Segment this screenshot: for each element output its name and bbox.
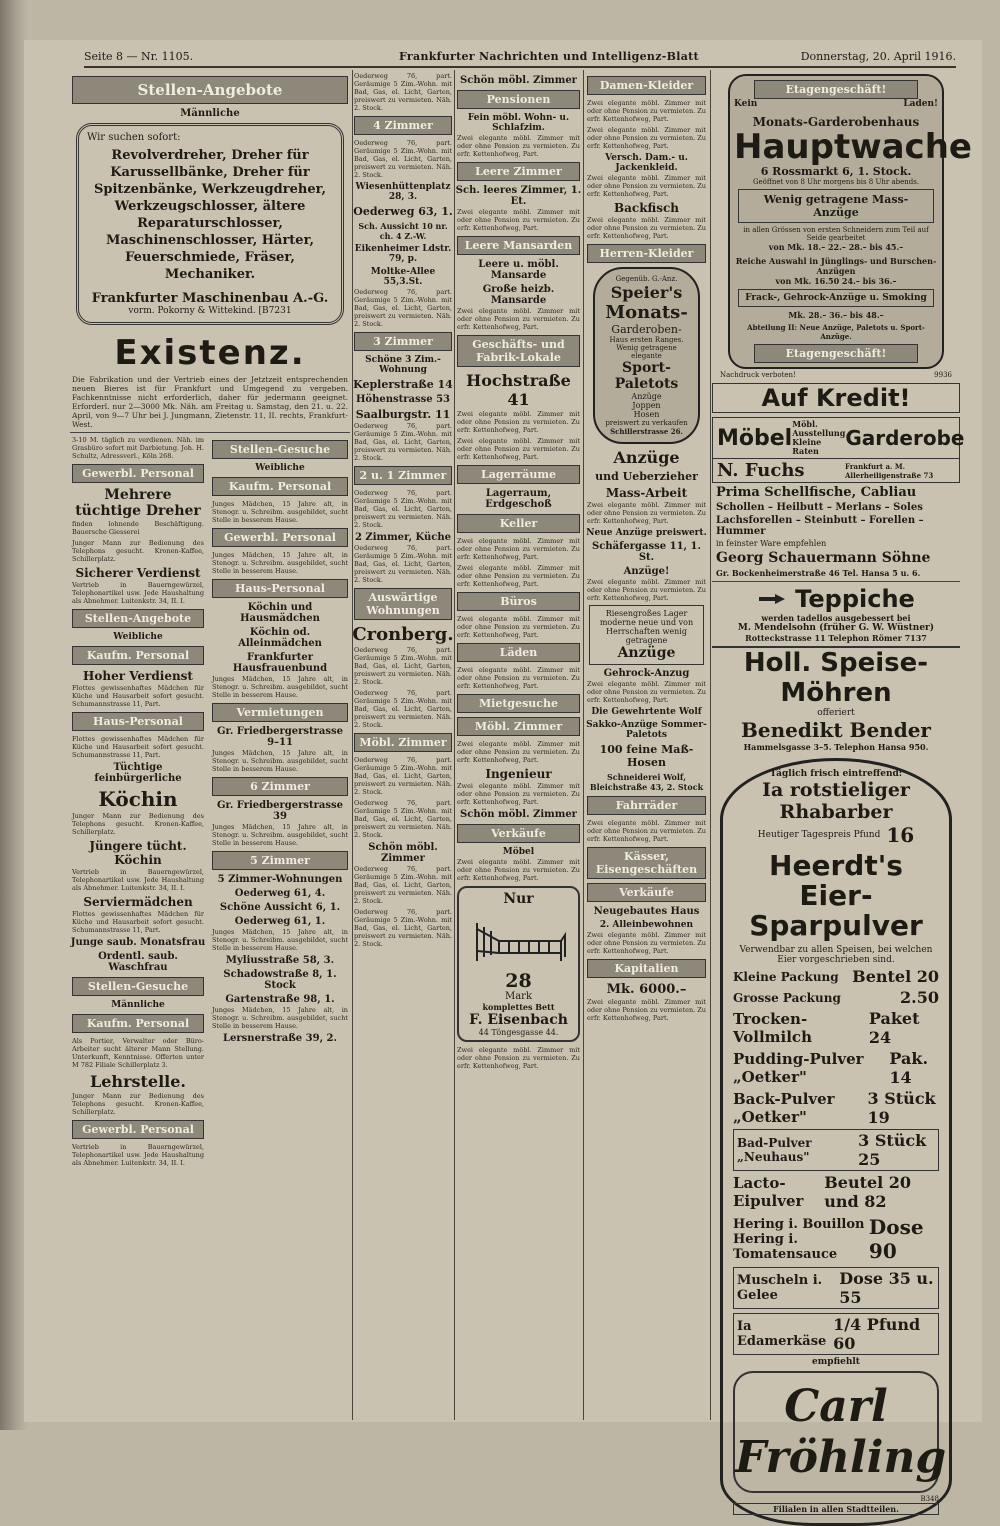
froehling-logo: Carl Fröhling — [733, 1371, 939, 1493]
small-ad: Zwei elegante möbl. Zimmer mit oder ohne Pension zu vermieten. Zu erfr. Kettenhofweg, Part. — [457, 615, 580, 639]
ad-versch: Versch. Dam.- u. Jackenkleid. — [605, 153, 688, 173]
small-ad: Junger Mann zur Bedienung des Telephons gesucht. Kronen-Kaffee, Schillerplatz. — [72, 812, 204, 836]
small-ad: Zwei elegante möbl. Zimmer mit oder ohne Pension zu vermieten. Zu erfr. Kettenhofweg, Part. — [457, 134, 580, 158]
ad-neue: Neue Anzüge preiswert. — [586, 528, 707, 538]
column-1 — [70, 72, 350, 1422]
filialen: Filialen in allen Stadtteilen. — [733, 1503, 939, 1515]
small-ad: Zwei elegante möbl. Zimmer mit oder ohne Pension zu vermieten. Zu erfr. Kettenhofweg, Part. — [457, 858, 580, 882]
small-ad: Flottes gewissenhaftes Mädchen für Küche und Hausarbeit sofort gesucht. Schumannstrasse 11, Part. — [72, 684, 204, 708]
item-name: Trocken-Vollmilch — [733, 1010, 812, 1046]
item-price: 1/4 Pfund 60 — [833, 1315, 921, 1353]
section-heading: Mietgesuche — [457, 694, 580, 713]
hw-preis: von Mk. 18.– 22.– 28.– bis 45.– — [768, 242, 904, 252]
speier-anzuege: Anzüge — [631, 392, 662, 401]
item-price: 2.50 — [900, 988, 939, 1007]
ad-monats: Junge saub. Monatsfrau — [70, 937, 206, 948]
ad-schoene: Schöne Aussicht 6, 1. — [219, 902, 341, 913]
ad-hoher: Hoher Verdienst — [83, 669, 193, 683]
ad-servier: Serviermädchen — [83, 895, 193, 909]
ad-zk: 2 Zimmer, Küche — [354, 532, 452, 543]
section-heading: Büros — [457, 592, 580, 611]
section-heading: Verkäufe — [587, 883, 706, 902]
bed-desc: komplettes Bett — [482, 1002, 555, 1012]
hw-open: Geöffnet von 8 Uhr morgens bis 8 Uhr abends. — [752, 178, 920, 186]
ref-no: 9936 — [934, 371, 952, 379]
ad-verdienst: Sicherer Verdienst — [75, 566, 201, 580]
price-row — [733, 1173, 939, 1211]
bender-name: Benedikt Bender — [741, 718, 931, 742]
ad-allein: 2. Alleinbewohnen — [599, 920, 694, 930]
hering-block — [733, 1215, 939, 1263]
tagespreis-row — [733, 823, 939, 847]
section-heading: Kaufm. Personal — [72, 646, 204, 665]
speier-addr: Schillerstrasse 26. — [610, 427, 683, 436]
item-name: Grosse Packung — [733, 990, 841, 1005]
existenz-heading: Existenz. — [114, 333, 306, 373]
section-heading: Vermietungen — [212, 703, 348, 722]
small-ad: Oederweg 76, part. Geräumige 5 Zim.-Wohn. mit Bad, Gas, el. Licht, Garten, preiswert zu vermieten. Näh. 2. Stock. — [354, 544, 452, 584]
hauptwache-ad — [728, 74, 972, 369]
speier-haus: Haus ersten Ranges. — [609, 336, 684, 344]
small-ad: Vertrieb in Bauerngewürzel, Telephonartikel usw. Jede Haushaltung als Abnehmer. Luitenkstr. 34, II. I. — [72, 581, 204, 605]
ad-gehrock: Gehrock-Anzug — [603, 668, 690, 679]
ad-koechin: Köchin — [98, 787, 178, 811]
ad-moltke: Moltke-Allee 55,3.St. — [370, 267, 436, 287]
ad-schoene3: Schöne 3 Zim.-Wohnung — [365, 355, 441, 375]
teppiche-heading: Teppiche — [795, 585, 915, 613]
price-row — [733, 1049, 939, 1087]
ad-lehrstelle: Lehrstelle. — [90, 1072, 186, 1091]
hw-preis2: von Mk. 16.50 24.– bis 36.– — [775, 276, 897, 286]
ad-schaefer: Schäfergasse 11, 1. St. — [592, 541, 701, 563]
item-name: Muscheln i. Gelee — [737, 1273, 823, 1303]
column-rule — [583, 70, 584, 1420]
section-heading: Damen-Kleider — [587, 76, 706, 95]
section-heading: Keller — [457, 514, 580, 533]
column-4 — [585, 72, 708, 1422]
small-ad: Junger Mann zur Bedienung des Telephons gesucht. Kronen-Kaffee, Schillerplatz. — [72, 1092, 204, 1116]
small-ad: Flottes gewissenhaftes Mädchen für Küche und Hausarbeit sofort gesucht. Schumannstrasse 11, Part. — [72, 910, 204, 934]
price-row — [733, 1267, 939, 1309]
ad-wasch: Ordentl. saub. Waschfrau — [98, 951, 178, 973]
ad-moebl: Schön möbl. Zimmer — [460, 75, 577, 86]
subheading: Weibliche — [255, 463, 305, 473]
small-ad: Oederweg 76, part. Geräumige 5 Zim.-Wohn. mit Bad, Gas, el. Licht, Garten, preiswert zu vermieten. Näh. 2. Stock. — [354, 139, 452, 179]
section-heading: Möbl. Zimmer — [457, 717, 580, 736]
small-ad: Zwei elegante möbl. Zimmer mit oder ohne Pension zu vermieten. Zu erfr. Kettenhofweg, Part. — [587, 501, 706, 525]
speier-paletots: Paletots — [614, 376, 679, 392]
speier-joppen: Joppen — [632, 401, 661, 410]
bed-vendor: F. Eisenbach — [469, 1012, 568, 1028]
ad-lersner: Lersnerstraße 39, 2. — [223, 1033, 337, 1044]
ad-schoen-moebl: Schön möbl. Zimmer — [368, 842, 438, 864]
two-col-wrap — [70, 436, 350, 1170]
item-price: Dose 90 — [868, 1215, 924, 1263]
ad-fried2: Gr. Friedbergerstrasse 39 — [216, 800, 344, 822]
small-ad: Oederweg 76, part. Geräumige 5 Zim.-Wohn. mit Bad, Gas, el. Licht, Garten, preiswert zu vermieten. Näh. 2. Stock. — [354, 646, 452, 686]
bed-illustration-icon — [469, 911, 569, 967]
ad-hoehen: Höhenstrasse 53 — [355, 394, 451, 405]
ad-mass: Mass-Arbeit — [605, 486, 688, 500]
column-rule — [710, 70, 711, 1420]
moehren-offeriert: offeriert — [817, 708, 855, 718]
small-ad: Oederweg 76, part. Geräumige 5 Zim.-Wohn. mit Bad, Gas, el. Licht, Garten, preiswert zu vermieten. Näh. 2. Stock. — [354, 756, 452, 796]
speier-monats: Monats- — [605, 302, 688, 323]
hw-title: Monats-Garderobenhaus — [752, 115, 920, 129]
fuchs-name: N. Fuchs — [717, 460, 805, 481]
speier-sport: Sport- — [622, 360, 671, 376]
price-row — [733, 1089, 939, 1127]
ad-intro: Wir suchen sofort: — [87, 132, 181, 143]
speier-ad — [593, 267, 700, 444]
speier-garderoben: Garderoben- — [611, 323, 682, 336]
tep-sub: werden tadellos ausgebessert bei — [761, 613, 911, 623]
speier-name: Speier's — [610, 283, 683, 302]
item-name: Ia Edamerkäse — [737, 1319, 827, 1349]
section-heading: Kässer, Eisengeschäften — [587, 847, 706, 879]
tagespreis-label: Heutiger Tagespreis Pfund — [757, 830, 881, 840]
hw-addr: 6 Rossmarkt 6, 1. Stock. — [760, 165, 912, 178]
speier-preiswert: preiswert zu verkaufen — [605, 419, 688, 427]
page-date: Donnerstag, 20. April 1916. — [800, 50, 956, 63]
section-heading: Gewerbl. Personal — [72, 1120, 204, 1139]
page-number: Seite 8 — Nr. 1105. — [84, 50, 194, 63]
subheading: Männliche — [180, 108, 240, 119]
page-header — [84, 50, 956, 68]
small-ad: Oederweg 76, part. Geräumige 5 Zim.-Wohn. mit Bad, Gas, el. Licht, Garten, preiswert zu vermieten. Näh. 2. Stock. — [354, 799, 452, 839]
section-heading: Herren-Kleider — [587, 244, 706, 263]
price-row — [733, 1129, 939, 1171]
small-ad: Zwei elegante möbl. Zimmer mit oder ohne Pension zu vermieten. Zu erfr. Kettenhofweg, Part. — [587, 126, 706, 150]
empfiehlt: empfiehlt — [812, 1357, 860, 1367]
moehren-heading: Holl. Speise-Möhren — [712, 646, 960, 708]
tep-mendel: M. Mendelsohn (früher G. W. Wüstner) — [737, 623, 935, 633]
taeglich: Täglich frisch eintreffend: — [769, 769, 903, 779]
ad-kinder: Anzüge! — [623, 566, 670, 577]
hw-preis3: Mk. 28.– 36.– bis 48.– — [788, 310, 884, 320]
small-ad: Als Portier, Verwalter oder Büro-Arbeiter sucht älterer Mann Stellung. Unterkunft, Kenntnisse. Offerten unter M 782 Filiale Schillerplatz 3. — [72, 1037, 204, 1069]
section-heading: Verkäufe — [457, 824, 580, 843]
ad-frame-maschinenbau — [76, 123, 344, 325]
ad-grosse: Große heizb. Mansarde — [482, 284, 555, 306]
item-price: 3 Stück 25 — [858, 1131, 927, 1169]
ad-cronberg: Cronberg. — [352, 624, 454, 645]
price-row — [733, 967, 939, 986]
ad-fried: Gr. Friedbergerstrasse 9–11 — [216, 726, 344, 748]
ad-schoen2: Schön möbl. Zimmer — [460, 809, 577, 820]
existenz-text: Die Fabrikation und der Vertrieb eines der Jetztzeit entsprechenden neuen Bieres ist für Frankfurt und Umgegend zu vergeben. Fachkenntnisse nicht erforderlich, daher für jedermann geeignet. Erforderl. nur 2—3000 Mk. Näh. am Freitag u. Samstag, den 21. u. 22. April, von 9—7 Uhr bei J. Jungmann, Zietenstr. 11, II. rechts, Frankfurt-West. — [72, 375, 348, 429]
kein-laden — [734, 99, 938, 109]
heerdts: Heerdt's Eier-Sparpulver — [749, 849, 923, 942]
ad-5zimmer: 5 Zimmer-Wohnungen — [217, 874, 343, 885]
ad-feine: 100 feine Maß-Hosen — [599, 743, 694, 769]
subheading: Möbel — [502, 847, 535, 857]
divider — [70, 432, 350, 433]
hw-mass: Wenig getragene Mass-Anzüge — [738, 189, 934, 223]
speier-hosen: Hosen — [633, 410, 660, 419]
ad-allein: Köchin od. Alleinmädchen — [238, 627, 322, 649]
ad-myli: Myliusstraße 58, 3. — [225, 955, 335, 966]
section-heading: Leere Mansarden — [457, 236, 580, 255]
riesen-text: Riesengroßes Lager moderne neue und von Herrschaften wenig getragene — [599, 609, 694, 645]
ad-oeder63: Oederweg 63, 1. — [353, 205, 453, 218]
small-ad: Oederweg 76, part. Geräumige 5 Zim.-Wohn. mit Bad, Gas, el. Licht, Garten, preiswert zu vermieten. Näh. 2. Stock. — [354, 908, 452, 948]
hw-groessen: in allen Grössen von ersten Schneidern zum Teil auf Seide gearbeitet — [743, 226, 929, 242]
pointing-hand-icon — [757, 592, 787, 606]
small-ad: Zwei elegante möbl. Zimmer mit oder ohne Pension zu vermieten. Zu erfr. Kettenhofweg, Part. — [587, 998, 706, 1022]
tep-addr: Rotteckstrasse 11 Telephon Römer 7137 — [745, 633, 927, 643]
price-row — [733, 1009, 939, 1047]
section-heading: Auswärtige Wohnungen — [354, 588, 452, 620]
column-5 — [712, 72, 972, 1514]
small-ad: Vertrieb in Bauerngewürzel, Telephonartikel usw. Jede Haushaltung als Abnehmer. Luitenkstr. 34, II. I. — [72, 1143, 204, 1167]
etagen-banner: Etagengeschäft! — [754, 80, 918, 99]
ad-schaus: Sch. Aussicht 10 nr. ch. 4 Z.-W. — [358, 221, 448, 241]
item-price: Paket 24 — [868, 1009, 920, 1047]
small-ad: Zwei elegante möbl. Zimmer mit oder ohne Pension zu vermieten. Zu erfr. Kettenhofweg, Part. — [457, 208, 580, 232]
section-heading: Stellen-Gesuche — [212, 440, 348, 459]
divider — [712, 581, 960, 582]
ad-dreher-sub: finden lohnende Beschäftigung. Bauersche Giesserei — [72, 520, 204, 536]
ref-no: B348 — [920, 1495, 939, 1503]
ad-garten: Gartenstraße 98, 1. — [225, 994, 335, 1005]
item-price: Pak. 14 — [889, 1049, 929, 1087]
small-ad: Junges Mädchen, 15 Jahre alt, in Stenogr. u. Schreibm. ausgebildet, sucht Stelle in besserem Hause. — [212, 749, 348, 773]
subheading: Männliche — [111, 1000, 165, 1010]
fuchs-footer — [712, 459, 960, 483]
section-heading: Gewerbl. Personal — [72, 464, 204, 483]
fuchs-moebel: Möbel — [717, 425, 793, 451]
laden-label: Laden! — [903, 99, 938, 109]
section-heading: Läden — [457, 643, 580, 662]
bed-ad-nur: Nur — [503, 891, 534, 907]
newspaper-title: Frankfurter Nachrichten und Intelligenz-Blatt — [399, 50, 699, 63]
item-name: Hering i. Tomatensauce — [733, 1231, 838, 1262]
fuchs-mid: Möbl. Ausstellung Kleine Raten — [792, 419, 846, 456]
item-name: Hering i. Bouillon — [733, 1216, 865, 1232]
small-ad: Zwei elegante möbl. Zimmer mit oder ohne Pension zu vermieten. Zu erfr. Kettenhofweg, Part. — [587, 578, 706, 602]
item-price: Bentel 20 — [852, 967, 939, 986]
etagen-banner: Etagengeschäft! — [754, 344, 918, 363]
section-heading: Kapitalien — [587, 959, 706, 978]
rhabarber: Ia rotstieliger Rhabarber — [762, 779, 910, 823]
small-ad: Junges Mädchen, 15 Jahre alt, in Stenogr. u. Schreibm. ausgebildet, sucht Stelle in besserem Hause. — [212, 1006, 348, 1030]
section-heading: Geschäfts- und Fabrik-Lokale — [457, 335, 580, 367]
small-ad: Oederweg 76, part. Geräumige 5 Zim.-Wohn. mit Bad, Gas, el. Licht, Garten, preiswert zu vermieten. Näh. 2. Stock. — [354, 72, 452, 112]
section-heading: Kaufm. Personal — [212, 477, 348, 496]
section-heading: Lagerräume — [457, 465, 580, 484]
ad-neugebaut: Neugebautes Haus — [593, 906, 700, 917]
ad-oeder61: Oederweg 61, 4. — [234, 888, 326, 899]
section-heading: Leere Zimmer — [457, 162, 580, 181]
ad-mk: Mk. 6000.– — [606, 982, 687, 997]
small-ad: Oederweg 76, part. Geräumige 5 Zim.-Wohn. mit Bad, Gas, el. Licht, Garten, preiswert zu vermieten. Näh. 2. Stock. — [354, 288, 452, 328]
small-ad: Oederweg 76, part. Geräumige 5 Zim.-Wohn. mit Bad, Gas, el. Licht, Garten, preiswert zu vermieten. Näh. 2. Stock. — [354, 689, 452, 729]
small-ad: Zwei elegante möbl. Zimmer mit oder ohne Pension zu vermieten. Zu erfr. Kettenhofweg, Part. — [457, 307, 580, 331]
small-ad: Zwei elegante möbl. Zimmer mit oder ohne Pension zu vermieten. Zu erfr. Kettenhofweg, Part. — [457, 537, 580, 561]
bed-vendor-address: 44 Töngesgasse 44. — [478, 1028, 559, 1037]
ad-koechin-pre: Tüchtige feinbürgerliche — [94, 762, 182, 784]
fuchs-addr: Frankfurt a. M. Allerheiligenstraße 73 — [845, 461, 934, 480]
kein-label: Kein — [734, 99, 758, 109]
bed-currency: Mark — [504, 991, 533, 1002]
riesen-ad — [589, 605, 704, 665]
section-heading: Kaufm. Personal — [72, 1014, 204, 1033]
ad-ingenieur: Ingenieur — [485, 767, 552, 781]
small-ad: Zwei elegante möbl. Zimmer mit oder ohne Pension zu vermieten. Zu erfr. Kettenhofweg, Part. — [587, 819, 706, 843]
fisch-feinste: in feinster Ware empfehlen — [716, 539, 827, 548]
riesen-anzuege: Anzüge — [617, 645, 676, 661]
bed-ad — [457, 886, 580, 1042]
ad-eiken: Eikenheimer Ldstr. 79, p. — [354, 244, 452, 264]
fuchs-ad — [712, 417, 965, 459]
small-ad: Oederweg 76, part. Geräumige 5 Zim.-Wohn. mit Bad, Gas, el. Licht, Garten, preiswert zu vermieten. Näh. 2. Stock. — [354, 489, 452, 529]
small-ad: Junges Mädchen, 15 Jahre alt, in Stenogr. u. Schreibm. ausgebildet, sucht Stelle in besserem Hause. — [212, 823, 348, 847]
section-heading: Fahrräder — [587, 796, 706, 815]
ad-sakko: Sakko-Anzüge Sommer-Paletots — [586, 720, 707, 740]
section-heading: Pensionen — [457, 90, 580, 109]
ad-oeder1: Oederweg 61, 1. — [234, 916, 326, 927]
fisch-prima: Prima Schellfische, Cabliau — [716, 485, 917, 500]
ad-saal: Saalburgstr. 11 — [355, 408, 451, 421]
nachdruck-line — [720, 371, 952, 379]
small-ad: Zwei elegante möbl. Zimmer mit oder ohne Pension zu vermieten. Zu erfr. Kettenhofweg, Part. — [587, 99, 706, 123]
small-ad: Oederweg 76, part. Geräumige 5 Zim.-Wohn. mit Bad, Gas, el. Licht, Garten, preiswert zu vermieten. Näh. 2. Stock. — [354, 422, 452, 462]
item-name: Lacto-Eipulver — [733, 1174, 804, 1210]
ad-hoch: Hochstraße 41 — [466, 371, 571, 409]
ad-schleer: Sch. leeres Zimmer, 1. Et. — [455, 185, 582, 207]
bed-price: 28 — [505, 970, 532, 992]
small-ad: Zwei elegante möbl. Zimmer mit oder ohne Pension zu vermieten. Zu erfr. Kettenhofweg, Part. — [587, 931, 706, 955]
speier-wenig: Wenig getragene elegante — [616, 344, 677, 360]
nachdruck: Nachdruck verboten! — [720, 371, 796, 379]
fisch-lachs: Lachsforellen – Steinbutt – Forellen – Hummer — [716, 515, 924, 537]
section-heading: 5 Zimmer — [212, 851, 348, 870]
col1-right — [210, 436, 350, 1170]
small-ad: Junges Mädchen, 15 Jahre alt, in Stenogr. u. Schreibm. ausgebildet, sucht Stelle in besserem Hause. — [212, 551, 348, 575]
small-ad: Zwei elegante möbl. Zimmer mit oder ohne Pension zu vermieten. Zu erfr. Kettenhofweg, Part. — [457, 410, 580, 434]
small-ad: Zwei elegante möbl. Zimmer mit oder ohne Pension zu vermieten. Zu erfr. Kettenhofweg, Part. — [457, 666, 580, 690]
hw-main: Hauptwache — [734, 127, 972, 167]
teppiche-row — [712, 585, 960, 613]
ad-leere2: Leere u. möbl. Mansarde — [478, 259, 559, 281]
hw-frack: Frack-, Gehrock-Anzüge u. Smoking — [738, 289, 934, 307]
small-ad: Zwei elegante möbl. Zimmer mit oder ohne Pension zu vermieten. Zu erfr. Kettenhofweg, Part. — [587, 680, 706, 704]
ad-wiesen: Wiesenhüttenplatz 28, 3. — [355, 182, 451, 202]
ad-koechin-haus: Köchin und Hausmädchen — [240, 602, 320, 624]
ad-anzuege: Anzüge — [613, 448, 680, 467]
section-heading: Stellen-Gesuche — [72, 977, 204, 996]
small-ad: Zwei elegante möbl. Zimmer mit oder ohne Pension zu vermieten. Zu erfr. Kettenhofweg, Part. — [457, 437, 580, 461]
small-ad: Flottes gewissenhaftes Mädchen für Küche und Hausarbeit sofort gesucht. Schumannstrasse 11, Part. — [72, 735, 204, 759]
froehling-oval-ad — [720, 758, 952, 1526]
ad-jobs: Revolverdreher, Dreher für Karussellbänke, Dreher für Spitzenbänke, Werkzeugdreher, Werkzeugschlosser, ältere Reparaturschlosser, Maschinenschlosser, Härter, Feuerschmiede, Fräser, Mechaniker. — [93, 148, 327, 282]
section-heading: 2 u. 1 Zimmer — [354, 466, 452, 485]
col1-left — [70, 436, 206, 1170]
small-ad: Zwei elegante möbl. Zimmer mit oder ohne Pension zu vermieten. Zu erfr. Kettenhofweg, Part. — [457, 740, 580, 764]
section-heading: Haus-Personal — [212, 579, 348, 598]
section-heading: Stellen-Angebote — [72, 76, 348, 104]
ad-gewehrte: Die Gewehrtente Wolf — [591, 707, 702, 717]
item-price: 3 Stück 19 — [867, 1089, 936, 1127]
item-price: Beutel 20 und 82 — [824, 1173, 912, 1211]
section-heading: 6 Zimmer — [212, 777, 348, 796]
ad-company: Frankfurter Maschinenbau A.-G. — [91, 291, 329, 306]
section-heading: Gewerbl. Personal — [212, 528, 348, 547]
fuchs-garderobe: Garderobe — [845, 426, 965, 450]
bender-addr: Hammelsgasse 3–5. Telephon Hansa 950. — [743, 742, 929, 752]
hw-reiche: Reiche Auswahl in Jünglings- und Burschen-Anzügen — [735, 256, 937, 276]
fisch-georg: Georg Schauermann Söhne — [716, 550, 931, 566]
ad-note: vorm. Pokorny & Wittekind. [B7231 — [128, 306, 292, 316]
small-ad: 3-10 M. täglich zu verdienen. Näh. im Grasbüro sofort mit Darbietung. Joh. H. Schultz, Adressverl., Köln 268. — [72, 436, 204, 460]
ad-schneiderei: Schneiderei Wolf, Bleichstraße 43, 2. Stock — [589, 772, 704, 792]
verwendbar: Verwendbar zu allen Speisen, bei welchen Eier vorgeschrieben sind. — [739, 945, 933, 965]
ad-lagerraum: Lagerraum, Erdgeschoß — [485, 488, 552, 510]
hering-names — [733, 1217, 869, 1262]
fisch-schollen: Schollen – Heilbutt – Merlans – Soles — [716, 502, 923, 513]
small-ad: Junges Mädchen, 15 Jahre alt, in Stenogr. u. Schreibm. ausgebildet, sucht Stelle in besserem Hause. — [212, 500, 348, 524]
speier-top: Gegenüb. G.-Anz. — [615, 275, 678, 283]
ad-kepler: Keplerstraße 14 — [353, 378, 453, 391]
item-name: Kleine Packung — [733, 969, 839, 984]
item-name: Pudding-Pulver „Oetker" — [733, 1050, 864, 1086]
ad-backfisch: Backfisch — [613, 201, 680, 215]
ad-dreher: Mehrere tüchtige Dreher — [75, 487, 201, 519]
section-heading: 4 Zimmer — [354, 116, 452, 135]
item-price: Dose 35 u. 55 — [839, 1269, 934, 1307]
column-3 — [455, 72, 582, 1422]
fisch-georg-addr: Gr. Bockenheimerstraße 46 Tel. Hansa 5 u. 6. — [716, 568, 921, 578]
item-name: Back-Pulver „Oetker" — [733, 1090, 835, 1126]
section-heading: Stellen-Angebote — [72, 609, 204, 628]
small-ad: Junger Mann zur Bedienung des Telephons gesucht. Kronen-Kaffee, Schillerplatz. — [72, 539, 204, 563]
column-2 — [352, 72, 454, 1422]
tagespreis-value: 16 — [886, 823, 915, 847]
small-ad: Zwei elegante möbl. Zimmer mit oder ohne Pension zu vermieten. Zu erfr. Kettenhofweg, Part. — [587, 174, 706, 198]
small-ad: Oederweg 76, part. Geräumige 5 Zim.-Wohn. mit Bad, Gas, el. Licht, Garten, preiswert zu vermieten. Näh. 2. Stock. — [354, 865, 452, 905]
ad-hausfrau: Frankfurter Hausfrauenbund — [232, 652, 328, 674]
small-ad: Junges Mädchen, 15 Jahre alt, in Stenogr. u. Schreibm. ausgebildet, sucht Stelle in besserem Hause. — [212, 928, 348, 952]
small-ad: Vertrieb in Bauerngewürzel, Telephonartikel usw. Jede Haushaltung als Abnehmer. Luitenkstr. 34, II. I. — [72, 868, 204, 892]
section-heading: Haus-Personal — [72, 712, 204, 731]
hw-abt: Abteilung II: Neue Anzüge, Paletots u. Sport-Anzüge. — [747, 323, 925, 341]
ad-schadow: Schadowstraße 8, 1. Stock — [223, 969, 337, 991]
kredit-heading: Auf Kredit! — [712, 383, 960, 413]
section-heading: Möbl. Zimmer — [354, 733, 452, 752]
small-ad: Zwei elegante möbl. Zimmer mit oder ohne Pension zu vermieten. Zu erfr. Kettenhofweg, Part. — [457, 1046, 580, 1070]
price-row — [733, 988, 939, 1007]
subheading: Weibliche — [113, 632, 163, 642]
ad-juengere: Jüngere tücht. Köchin — [89, 839, 187, 867]
ad-fein: Fein möbl. Wohn- u. Schlafzim. — [467, 113, 570, 133]
small-ad: Junges Mädchen, 15 Jahre alt, in Stenogr. u. Schreibm. ausgebildet, sucht Stelle in besserem Hause. — [212, 675, 348, 699]
small-ad: Zwei elegante möbl. Zimmer mit oder ohne Pension zu vermieten. Zu erfr. Kettenhofweg, Part. — [457, 564, 580, 588]
item-name: Bad-Pulver „Neuhaus" — [737, 1136, 812, 1164]
price-row — [733, 1313, 939, 1355]
small-ad: Zwei elegante möbl. Zimmer mit oder ohne Pension zu vermieten. Zu erfr. Kettenhofweg, Part. — [457, 782, 580, 806]
ad-ueberzieher: und Ueberzieher — [595, 470, 698, 483]
small-ad: Zwei elegante möbl. Zimmer mit oder ohne Pension zu vermieten. Zu erfr. Kettenhofweg, Part. — [587, 216, 706, 240]
section-heading: 3 Zimmer — [354, 332, 452, 351]
